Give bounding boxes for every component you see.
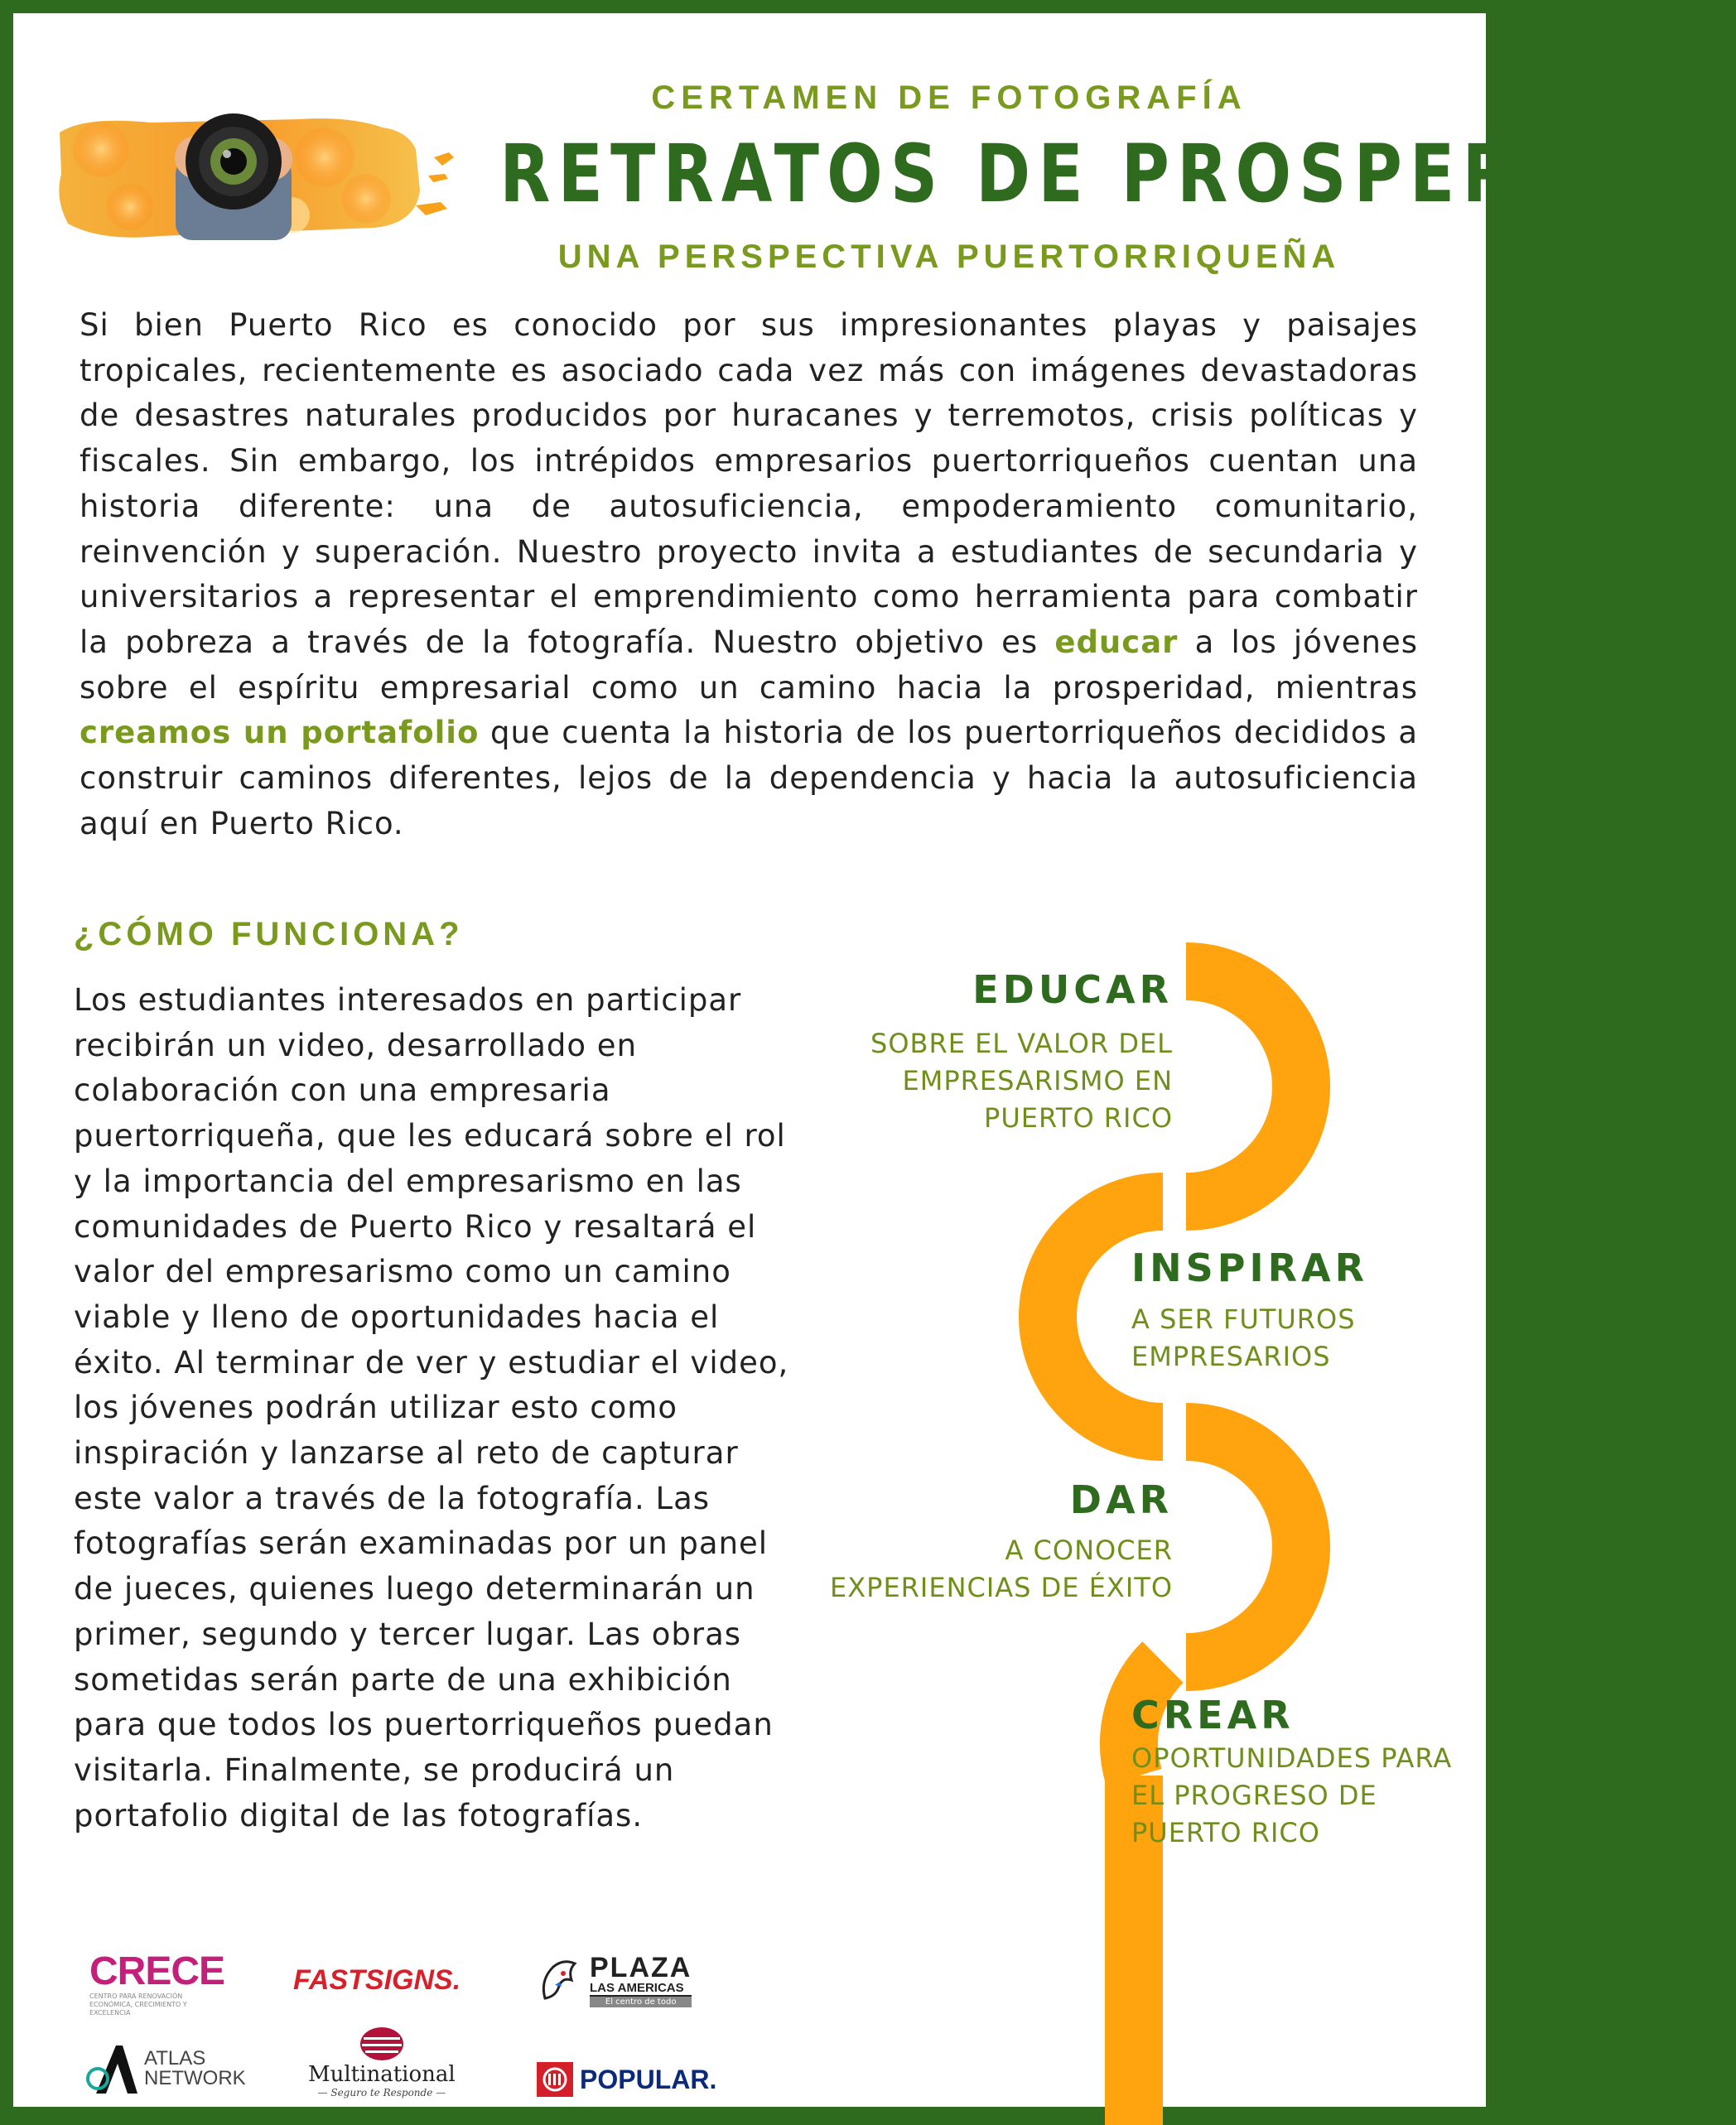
plaza-bird-icon bbox=[538, 1955, 585, 2007]
plaza-las-americas-logo bbox=[538, 1954, 692, 2007]
plaza-logo-sub: LAS AMERICAS bbox=[590, 1981, 692, 1997]
popular-logo-name: POPULAR. bbox=[580, 2064, 717, 2094]
intro-text: a los jóvenes sobre el espíritu empresarial como un camino hacia la prosperidad, mientras bbox=[80, 624, 1418, 706]
multinational-logo-tagline: — Seguro te Responde — bbox=[317, 2087, 446, 2098]
flyer-page bbox=[13, 13, 1736, 2107]
intro-highlight-educar: educar bbox=[1054, 624, 1179, 660]
page-title: RETRATOS DE PROSPERIDAD bbox=[499, 128, 1736, 220]
how-it-works-text: Los estudiantes interesados en participar recibirán un video, desarrollado en colaboración con una empresaria puertorriqueña, que les educará sobre el rol y la importancia del empresarismo en las comunidades de Puerto Rico y resaltará el valor del empresarismo como un camino viable y lleno de oportunidades hacia el éxito. Al terminar de ver y estudiar el video, los jóvenes podrán utilizar esto como inspiración y lanzarse al reto de capturar este valor a través de la fotografía. Las fotografías serán examinadas por un panel de jueces, quienes luego determinarán un primer, segundo y tercer lugar. Las obras sometidas serán parte de una exhibición para que todos los puertorriqueños puedan visitarla. Finalmente, se producirá un portafolio digital de las fotografías. bbox=[74, 982, 789, 1833]
camera-photo-banner bbox=[51, 99, 457, 248]
fastsigns-logo bbox=[293, 1964, 461, 1997]
step-inspirar-desc: A SER FUTUROS EMPRESARIOS bbox=[1131, 1303, 1356, 1372]
intro-text: Si bien Puerto Rico es conocido por sus impresionantes playas y paisajes tropicales, recientemente es asociado cada vez más con imágenes devastadoras de desastres naturales producidos por huracanes y terremotos, crisis políticas y fiscales. Sin embargo, los intrépidos empresarios puertorriqueños cuentan una historia diferente: una de autosuficiencia, empoderamiento comunitario, reinvención y superación. Nuestro proyecto invita a estudiantes de secundaria y universitarios a representar el emprendimiento como herramienta para combatir la pobreza a través de la fotografía. Nuestro objetivo es bbox=[80, 307, 1418, 660]
popular-logo bbox=[537, 2062, 716, 2097]
intro-paragraph bbox=[80, 303, 1418, 846]
multinational-logo-name: Multinational bbox=[308, 2062, 456, 2087]
popular-emblem-icon bbox=[537, 2062, 573, 2097]
atlas-network-logo bbox=[84, 2042, 246, 2095]
step-educar-title: EDUCAR bbox=[972, 967, 1173, 1012]
atlas-line1: ATLAS bbox=[144, 2047, 206, 2070]
crece-logo bbox=[89, 1951, 230, 2017]
fastsigns-logo-name: FASTSIGNS. bbox=[293, 1964, 461, 1996]
step-dar-desc: A CONOCER EXPERIENCIAS DE ÉXITO bbox=[830, 1535, 1173, 1603]
step-dar-title: DAR bbox=[1069, 1477, 1173, 1522]
multinational-emblem-icon bbox=[359, 2026, 405, 2062]
page-subtitle: UNA PERSPECTIVA PUERTORRIQUEÑA bbox=[557, 239, 1341, 275]
step-educar-desc: SOBRE EL VALOR DEL EMPRESARISMO EN PUERTO RICO bbox=[870, 1028, 1173, 1134]
step-crear-title: CREAR bbox=[1131, 1693, 1295, 1737]
intro-text: que cuenta la historia de los puertorriqueños decididos a construir caminos diferentes, lejos de la dependencia y hacia la autosuficiencia aquí en Puerto Rico. bbox=[80, 715, 1418, 841]
multinational-logo bbox=[308, 2026, 456, 2098]
crece-logo-name: CRECE bbox=[89, 1949, 225, 1993]
step-crear-desc: OPORTUNIDADES PARA EL PROGRESO DE PUERTO RICO bbox=[1131, 1742, 1453, 1848]
step-inspirar-title: INSPIRAR bbox=[1131, 1246, 1369, 1290]
plaza-logo-name: PLAZA bbox=[590, 1952, 692, 1983]
crece-logo-tagline: CENTRO PARA RENOVACIÓN ECONÓMICA, CRECIMIENTO Y EXCELENCIA bbox=[89, 1992, 187, 2017]
header-eyebrow: CERTAMEN DE FOTOGRAFÍA bbox=[651, 80, 1247, 116]
atlas-a-icon bbox=[84, 2042, 139, 2095]
plaza-logo-tagline: El centro de todo bbox=[590, 1997, 692, 2007]
how-it-works-heading: ¿CÓMO FUNCIONA? bbox=[74, 916, 464, 952]
atlas-line2: NETWORK bbox=[144, 2067, 246, 2089]
intro-highlight-portafolio: creamos un portafolio bbox=[80, 715, 480, 751]
